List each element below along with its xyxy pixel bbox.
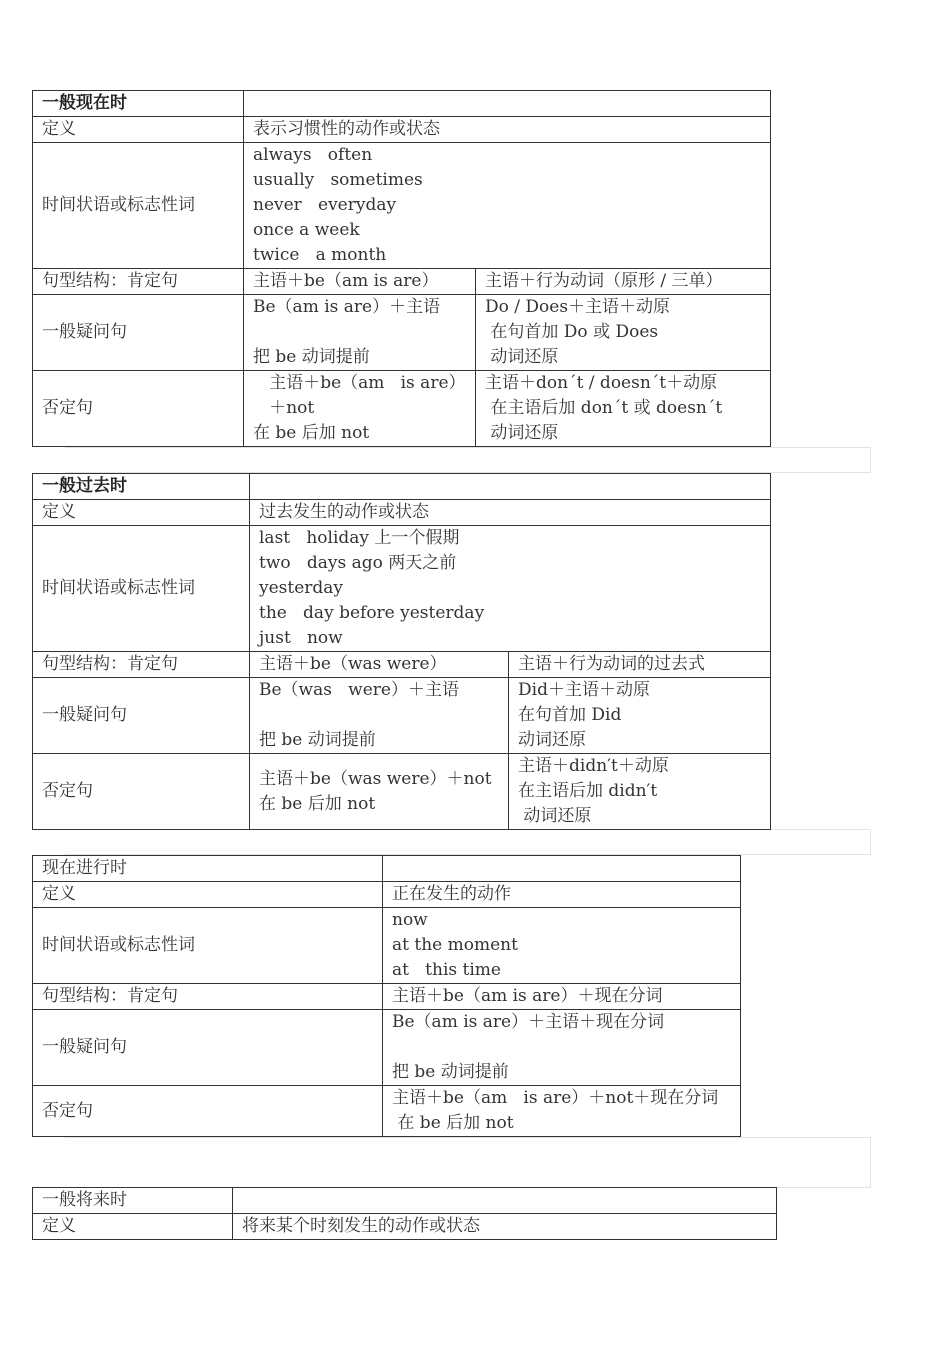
time-words-list xyxy=(250,526,771,652)
time-words-list xyxy=(244,143,771,269)
time-word: the day before yesterday xyxy=(259,603,485,623)
negative-be: 主语＋be（am is are） ＋not 在 be 后加 not xyxy=(244,371,476,447)
negative-be: 主语＋be（was were）＋not 在 be 后加 not xyxy=(250,754,509,830)
affirmative-be: 主语＋be（was were） xyxy=(250,652,509,678)
time-word: once a week xyxy=(253,220,360,240)
time-word: at this time xyxy=(392,960,501,980)
row-label-time-words: 时间状语或标志性词 xyxy=(33,143,244,269)
empty-cell xyxy=(383,856,741,882)
time-word: twice a month xyxy=(253,245,387,265)
time-word: two days ago 两天之前 xyxy=(259,553,457,573)
time-words-list xyxy=(383,908,741,984)
separator-band xyxy=(65,447,871,473)
row-label-question: 一般疑问句 xyxy=(33,678,250,754)
time-word: at the moment xyxy=(392,935,518,955)
row-label-question: 一般疑问句 xyxy=(33,295,244,371)
affirmative-text: 主语＋be（am is are）＋现在分词 xyxy=(383,984,741,1010)
time-word: never everyday xyxy=(253,195,397,215)
time-word: now xyxy=(392,910,428,930)
definition-text: 将来某个时刻发生的动作或状态 xyxy=(233,1214,777,1240)
simple-past-table xyxy=(32,473,771,830)
time-word: last holiday 上一个假期 xyxy=(259,528,460,548)
row-label-question: 一般疑问句 xyxy=(33,1010,383,1086)
row-label-time-words: 时间状语或标志性词 xyxy=(33,526,250,652)
time-word: always often xyxy=(253,145,373,165)
row-label-negative: 否定句 xyxy=(33,1086,383,1137)
row-label-definition: 定义 xyxy=(33,500,250,526)
affirmative-be: 主语＋be（am is are） xyxy=(244,269,476,295)
row-label-definition: 定义 xyxy=(33,117,244,143)
time-word: yesterday xyxy=(259,578,344,598)
row-label-time-words: 时间状语或标志性词 xyxy=(33,908,383,984)
simple-future-table xyxy=(32,1187,777,1240)
question-text: Be（am is are）＋主语＋现在分词 把 be 动词提前 xyxy=(383,1010,741,1086)
table-title: 一般将来时 xyxy=(33,1188,233,1214)
row-label-affirmative: 句型结构：肯定句 xyxy=(33,652,250,678)
empty-cell xyxy=(244,91,771,117)
empty-cell xyxy=(250,474,771,500)
table-title: 现在进行时 xyxy=(33,856,383,882)
negative-verb: 主语＋didn′t＋动原 在主语后加 didn′t 动词还原 xyxy=(509,754,771,830)
simple-present-table xyxy=(32,90,771,447)
row-label-negative: 否定句 xyxy=(33,754,250,830)
negative-text: 主语＋be（am is are）＋not＋现在分词 在 be 后加 not xyxy=(383,1086,741,1137)
negative-verb: 主语＋don´t / doesn´t＋动原 在主语后加 don´t 或 doesn´t 动词还原 xyxy=(476,371,771,447)
affirmative-verb: 主语＋行为动词的过去式 xyxy=(509,652,771,678)
definition-text: 正在发生的动作 xyxy=(383,882,741,908)
separator-band xyxy=(65,1137,871,1188)
separator-band xyxy=(65,829,871,855)
question-be: Be（was were）＋主语 把 be 动词提前 xyxy=(250,678,509,754)
time-word: just now xyxy=(259,628,343,648)
row-label-affirmative: 句型结构：肯定句 xyxy=(33,269,244,295)
definition-text: 表示习惯性的动作或状态 xyxy=(244,117,771,143)
time-word: usually sometimes xyxy=(253,170,423,190)
question-verb: Did＋主语＋动原 在句首加 Did 动词还原 xyxy=(509,678,771,754)
row-label-definition: 定义 xyxy=(33,882,383,908)
affirmative-verb: 主语＋行为动词（原形 / 三单） xyxy=(476,269,771,295)
row-label-affirmative: 句型结构：肯定句 xyxy=(33,984,383,1010)
empty-cell xyxy=(233,1188,777,1214)
definition-text: 过去发生的动作或状态 xyxy=(250,500,771,526)
question-verb: Do / Does＋主语＋动原 在句首加 Do 或 Does 动词还原 xyxy=(476,295,771,371)
present-continuous-table xyxy=(32,855,741,1137)
table-title: 一般过去时 xyxy=(33,474,250,500)
row-label-definition: 定义 xyxy=(33,1214,233,1240)
question-be: Be（am is are）＋主语 把 be 动词提前 xyxy=(244,295,476,371)
row-label-negative: 否定句 xyxy=(33,371,244,447)
table-title: 一般现在时 xyxy=(33,91,244,117)
